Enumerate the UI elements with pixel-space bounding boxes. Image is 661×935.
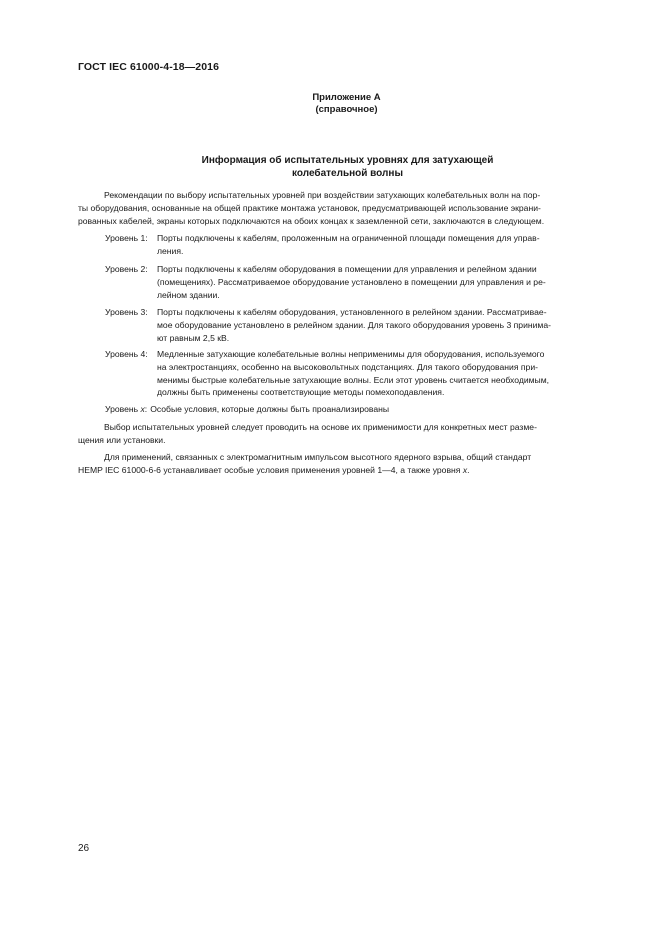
page-number: 26 xyxy=(78,843,90,854)
level-x-label-variable: x xyxy=(140,404,145,414)
level-1-line-2: ления. xyxy=(157,245,184,256)
level-2-line-2: (помещениях). Рассматриваемое оборудование установлено в помещении для управления и ре- xyxy=(157,276,546,287)
level-4-label: Уровень 4: xyxy=(105,349,148,359)
level-2-item xyxy=(105,263,585,301)
level-x-label-suffix: : xyxy=(144,404,148,414)
annex-subtitle: (справочное) xyxy=(315,104,378,115)
level-4-line-4: должны быть применены соответствующие методы помехоподавления. xyxy=(157,387,445,398)
intro-paragraph xyxy=(78,189,585,227)
level-3-line-1: Порты подключены к кабелям оборудования, установленного в релейном здании. Рассматривае- xyxy=(157,307,547,317)
level-2-line-1: Порты подключены к кабелям оборудования в помещении для управления и релейном здании xyxy=(157,264,537,274)
hemp-line-2-end: . xyxy=(467,464,470,475)
intro-line-2: ты оборудования, основанные на общей практике монтажа установок, предусматривающей использование экрани- xyxy=(78,202,541,213)
level-3-line-3: ют равным 2,5 кВ. xyxy=(157,332,230,343)
level-4-line-1: Медленные затухающие колебательные волны неприменимы для оборудования, используемого xyxy=(157,349,545,359)
level-1-label: Уровень 1: xyxy=(105,233,148,243)
section-title-line-2: колебательной волны xyxy=(292,168,403,179)
level-2-line-3: лейном здании. xyxy=(157,289,220,300)
level-4-line-2: на электростанциях, особенно на высоковольтных подстанциях. Для такого оборудования при- xyxy=(157,361,538,372)
hemp-line-2-text: HEMP IEC 61000-6-6 устанавливает особые условия применения уровней 1—4, а также уровня xyxy=(78,464,463,475)
level-3-line-2: мое оборудование установлено в релейном здании. Для такого оборудования уровень 3 принима- xyxy=(157,319,551,330)
intro-line-3: рованных кабелей, экраны которых подключаются на обоих концах к заземленной сети, заключаются в следующем. xyxy=(78,215,545,226)
level-3-item xyxy=(105,306,585,344)
hemp-line-2 xyxy=(78,464,585,477)
annex-title: Приложение А xyxy=(312,92,381,103)
level-x-label xyxy=(105,403,147,416)
level-1-line-1: Порты подключены к кабелям, проложенным на ограниченной площади помещения для управ- xyxy=(157,233,540,243)
level-4-item xyxy=(105,348,585,399)
level-x-item xyxy=(105,403,585,416)
section-title-line-1: Информация об испытательных уровнях для затухающей xyxy=(201,155,494,166)
level-4-line-3: менимы быстрые колебательные затухающие волны. Если этот уровень считается необходимым, xyxy=(157,374,550,385)
standard-designation: ГОСТ IEC 61000-4-18—2016 xyxy=(78,61,220,73)
selection-line-2: щения или установки. xyxy=(78,434,166,445)
level-x-label-prefix: Уровень xyxy=(105,404,141,414)
level-x-line-1: Особые условия, которые должны быть проанализированы xyxy=(150,404,390,414)
selection-paragraph xyxy=(78,421,585,447)
level-2-label: Уровень 2: xyxy=(105,264,148,274)
hemp-line-1: Для применений, связанных с электромагнитным импульсом высотного ядерного взрыва, общий стандарт xyxy=(104,452,532,462)
selection-line-1: Выбор испытательных уровней следует проводить на основе их применимости для конкретных мест разме- xyxy=(104,422,537,432)
hemp-paragraph xyxy=(78,451,585,477)
level-3-label: Уровень 3: xyxy=(105,307,148,317)
hemp-line-2-variable: x xyxy=(462,464,468,475)
section-title xyxy=(0,154,661,180)
level-1-item xyxy=(105,232,585,258)
intro-line-1: Рекомендации по выбору испытательных уровней при воздействии затухающих колебательных волн на пор- xyxy=(104,190,541,200)
